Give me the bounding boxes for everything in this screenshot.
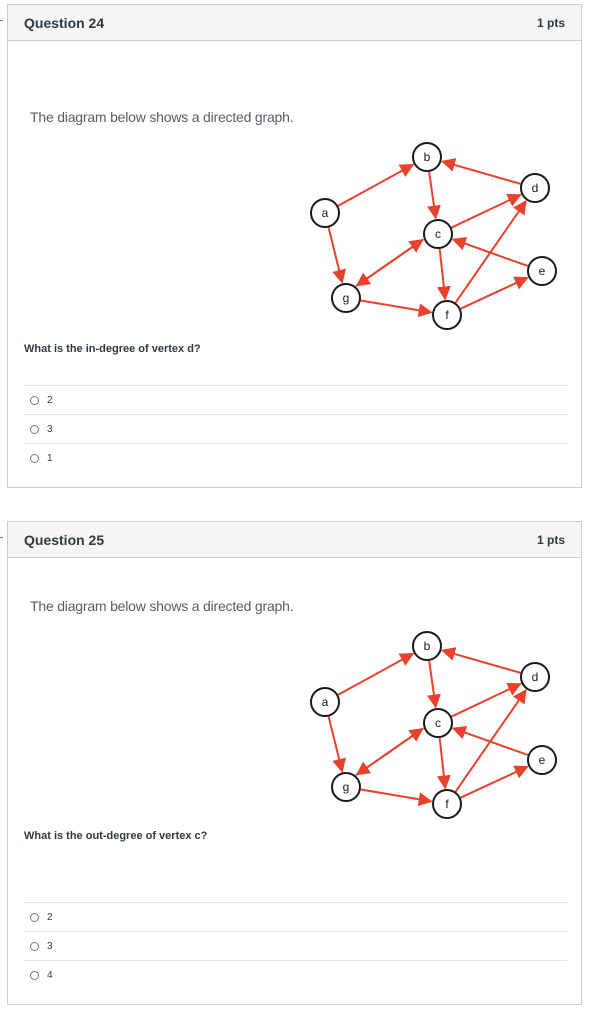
question-points: 1 pts [536,532,565,547]
node-label-c: c [435,716,441,730]
answer-list [24,902,567,989]
edge-a-b [338,165,413,206]
answer-label: 2 [47,911,53,923]
question-points: 1 pts [536,15,565,30]
edge-f-d [456,690,526,792]
answer-label: 1 [47,452,53,464]
answer-option[interactable] [24,931,567,960]
question-24-card [7,4,582,488]
answer-option[interactable] [24,414,567,443]
question-prompt: What is the out-degree of vertex c? [24,830,208,842]
question-header [8,522,581,558]
radio-icon[interactable] [30,971,39,980]
answer-option[interactable] [24,443,567,472]
question-title: Question 24 [24,14,105,31]
answer-label: 4 [47,969,53,981]
node-label-b: b [423,150,431,164]
answer-option[interactable] [24,902,567,931]
question-intro: The diagram below shows a directed graph. [30,598,294,614]
answer-list [24,385,567,472]
radio-icon[interactable] [30,913,39,922]
node-label-a: a [321,695,329,709]
question-title: Question 25 [24,531,105,548]
radio-icon[interactable] [30,942,39,951]
node-label-f: f [445,308,449,322]
edge-c-f [440,249,446,299]
node-label-g: g [342,291,350,305]
directed-graph-diagram [294,624,564,824]
edge-f-d [456,201,526,303]
edge-a-g [329,717,343,772]
answer-label: 3 [47,423,53,435]
node-label-a: a [321,206,329,220]
radio-icon[interactable] [30,396,39,405]
question-header [8,5,581,41]
node-label-e: e [538,753,546,767]
edge-b-c [429,172,436,218]
directed-graph-diagram [294,135,564,335]
edge-g-c [356,729,423,775]
question-intro: The diagram below shows a directed graph. [30,109,294,125]
node-label-b: b [423,639,431,653]
side-mark [0,20,3,21]
node-label-f: f [445,797,449,811]
node-label-d: d [531,670,539,684]
edge-b-c [429,661,436,707]
node-label-g: g [342,780,350,794]
radio-icon[interactable] [30,454,39,463]
answer-option[interactable] [24,960,567,989]
edge-d-b [442,650,520,672]
node-label-e: e [538,264,546,278]
question-25-card [7,521,582,1005]
node-label-d: d [531,181,539,195]
node-label-c: c [435,227,441,241]
edge-a-b [338,654,413,695]
side-mark [0,537,3,538]
edge-g-f [361,789,431,801]
edge-g-f [361,300,431,312]
question-prompt: What is the in-degree of vertex d? [24,343,201,355]
edge-c-f [440,738,446,788]
radio-icon[interactable] [30,425,39,434]
edge-d-b [442,161,520,183]
answer-label: 3 [47,940,53,952]
answer-label: 2 [47,394,53,406]
edge-a-g [329,228,343,283]
edge-g-c [356,240,423,286]
answer-option[interactable] [24,385,567,414]
